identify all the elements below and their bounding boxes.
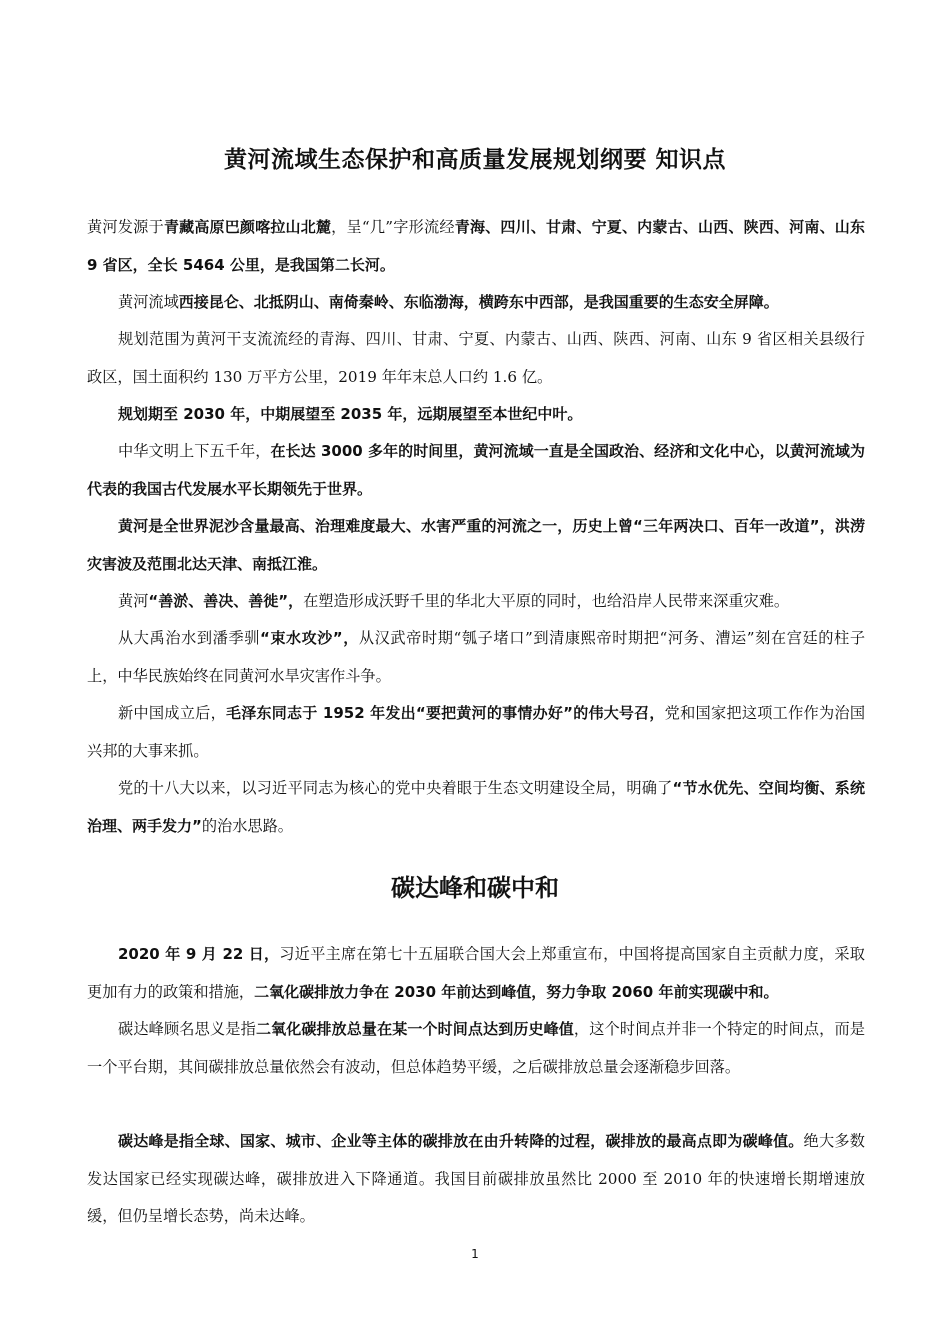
paragraph — [87, 1123, 865, 1236]
text-run-bold: 2020 年 9 月 22 日， — [118, 945, 280, 963]
paragraph — [87, 284, 865, 322]
text-run-bold: 碳达峰是指全球、国家、城市、企业等主体的碳排放在由升转降的过程，碳排放的最高点即为碳峰值。 — [118, 1132, 804, 1150]
text-run-bold: 青藏高原巴颜喀拉山北麓 — [163, 218, 332, 236]
text-run: ，呈“几”字形流经 — [331, 218, 455, 236]
paragraph — [87, 321, 865, 396]
text-run: 在塑造形成沃野千里的华北大平原的同时，也给沿岸人民带来深重灾难。 — [303, 592, 790, 610]
text-run: 的治水思路。 — [201, 816, 293, 835]
text-run: 从大禹治水到潘季驯 — [118, 629, 260, 647]
text-run-bold: 二氧化碳排放总量在某一个时间点达到历史峰值 — [255, 1020, 574, 1038]
paragraph — [87, 770, 865, 845]
page-title: 黄河流域生态保护和高质量发展规划纲要 知识点 — [223, 147, 726, 173]
paragraph — [87, 396, 865, 434]
text-run: 碳达峰顾名思义是指 — [118, 1020, 256, 1038]
paragraph — [87, 1011, 865, 1086]
text-run: 党和国家把这项工作作为治国兴邦的大事来抓。 — [87, 704, 866, 760]
paragraph — [87, 209, 865, 284]
paragraph — [87, 936, 865, 1011]
text-run: 黄河发源于 — [87, 218, 164, 236]
text-run-bold: “节水优先、空间均衡、系统治理、两手发力” — [87, 779, 865, 835]
text-run-bold: 二氧化碳排放力争在 2030 年前达到峰值，努力争取 2060 年前实现碳中和。 — [254, 982, 779, 1001]
text-run: 新中国成立后， — [118, 704, 226, 722]
text-run: 习近平主席在第七十五届联合国大会上郑重宣布，中国将提高国家自主贡献力度，采取更加有力的政策和措施， — [87, 945, 865, 1001]
text-run: 绝大多数发达国家已经实现碳达峰，碳排放进入下降通道。我国目前碳排放虽然比 2000 至 2010 年的快速增长期增速放缓，但仍呈增长态势，尚未达峰。 — [87, 1132, 865, 1225]
text-run-bold: 毛泽东同志于 1952 年发出“要把黄河的事情办好”的伟大号召， — [226, 704, 665, 722]
section-title: 碳达峰和碳中和 — [391, 874, 559, 902]
paragraph — [87, 695, 865, 770]
text-run-bold: 规划期至 2030 年，中期展望至 2035 年，远期展望至本世纪中叶。 — [118, 405, 583, 423]
text-run-bold: “束水攻沙”， — [260, 629, 359, 647]
text-run-bold: 黄河是全世界泥沙含量最高、治理难度最大、水害严重的河流之一，历史上曾“三年两决口、百年一改道”，洪涝灾害波及范围北达天津、南抵江淮。 — [87, 517, 865, 573]
text-run: 黄河 — [118, 592, 149, 610]
text-run-bold: 西接昆仑、北抵阴山、南倚秦岭、东临渤海，横跨东中西部，是我国重要的生态安全屏障。 — [178, 293, 779, 311]
text-run: 中华文明上下五千年， — [118, 442, 271, 460]
text-run: 从汉武帝时期“瓠子堵口”到清康熙帝时期把“河务、漕运”刻在宫廷的柱子上，中华民族始终在同黄河水旱灾害作斗争。 — [87, 629, 866, 685]
text-run: 黄河流域 — [118, 293, 179, 311]
paragraph — [87, 433, 865, 508]
paragraph — [87, 508, 865, 583]
paragraph — [87, 620, 865, 695]
text-run: ，这个时间点并非一个特定的时间点，而是一个平台期，其间碳排放总量依然会有波动，但总体趋势平缓，之后碳排放总量会逐渐稳步回落。 — [87, 1020, 865, 1076]
paragraph — [87, 583, 865, 621]
text-run-bold: “善淤、善决、善徙”， — [148, 592, 304, 610]
page-number: 1 — [471, 1247, 479, 1261]
text-run-bold: 在长达 3000 多年的时间里，黄河流域一直是全国政治、经济和文化中心，以黄河流域为代表的我国古代发展水平长期领先于世界。 — [87, 442, 865, 498]
text-run: 党的十八大以来，以习近平同志为核心的党中央着眼于生态文明建设全局，明确了 — [118, 779, 673, 797]
text-run: 规划范围为黄河干支流流经的青海、四川、甘肃、宁夏、内蒙古、山西、陕西、河南、山东 9 省区相关县级行政区，国土面积约 130 万平方公里，2019 年年末总人口约 1.6 亿。 — [87, 330, 865, 386]
text-run-bold: 青海、四川、甘肃、宁夏、内蒙古、山西、陕西、河南、山东 9 省区，全长 5464 公里，是我国第二长河。 — [87, 218, 865, 274]
